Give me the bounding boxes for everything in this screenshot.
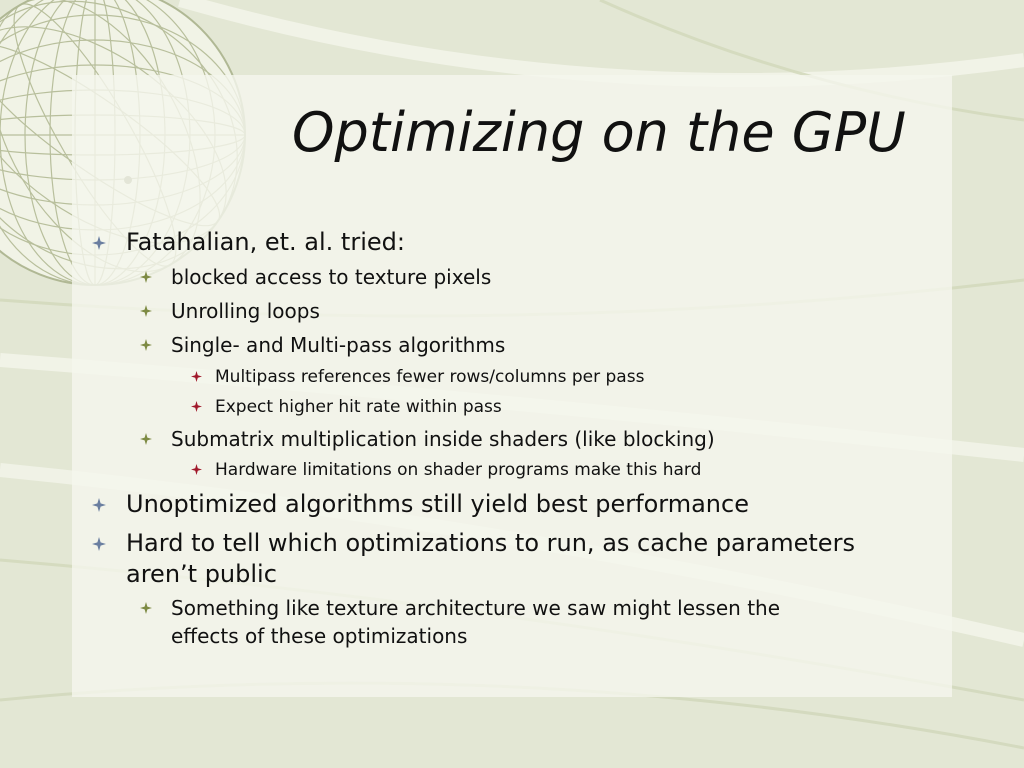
bullet-text: Expect higher hit rate within pass: [215, 397, 502, 417]
bullet-text: Single- and Multi-pass algorithms: [171, 333, 506, 357]
four-point-star-bullet-icon: [92, 498, 106, 512]
bullet-text: aren’t public: [126, 560, 277, 588]
bullet-item: [126, 227, 405, 258]
sub-bullet-item: [171, 263, 491, 291]
sub-bullet-item: [171, 331, 505, 359]
bullet-text: blocked access to texture pixels: [171, 265, 492, 289]
four-point-star-bullet-icon: [191, 401, 202, 412]
bullet-text: Fatahalian, et. al. tried:: [126, 228, 405, 256]
sub-sub-bullet-item: [215, 396, 502, 418]
four-point-star-bullet-icon: [140, 271, 152, 283]
sub-bullet-item: [171, 425, 715, 453]
sub-sub-bullet-item: [215, 366, 644, 388]
bullet-text: Unrolling loops: [171, 299, 320, 323]
bullet-text: Hard to tell which optimizations to run, as cache parameters: [126, 529, 855, 557]
sub-bullet-item: [171, 297, 320, 325]
bullet-text: Unoptimized algorithms still yield best performance: [126, 490, 749, 518]
four-point-star-bullet-icon: [140, 433, 152, 445]
bullet-continuation: [171, 622, 467, 650]
bullet-text: Submatrix multiplication inside shaders (like blocking): [171, 427, 715, 451]
bullet-text: effects of these optimizations: [171, 624, 468, 648]
four-point-star-bullet-icon: [92, 537, 106, 551]
four-point-star-bullet-icon: [191, 371, 202, 382]
bullet-continuation: [126, 559, 277, 590]
four-point-star-bullet-icon: [191, 464, 202, 475]
sub-sub-bullet-item: [215, 459, 701, 481]
slide-title: Optimizing on the GPU: [292, 101, 906, 164]
four-point-star-bullet-icon: [140, 305, 152, 317]
bullet-text: Hardware limitations on shader programs make this hard: [215, 460, 702, 480]
four-point-star-bullet-icon: [140, 602, 152, 614]
four-point-star-bullet-icon: [140, 339, 152, 351]
bullet-text: Something like texture architecture we saw might lessen the: [171, 596, 781, 620]
four-point-star-bullet-icon: [92, 236, 106, 250]
bullet-text: Multipass references fewer rows/columns per pass: [215, 367, 645, 387]
bullet-item: [126, 528, 855, 559]
sub-bullet-item: [171, 594, 780, 622]
bullet-item: [126, 489, 749, 520]
